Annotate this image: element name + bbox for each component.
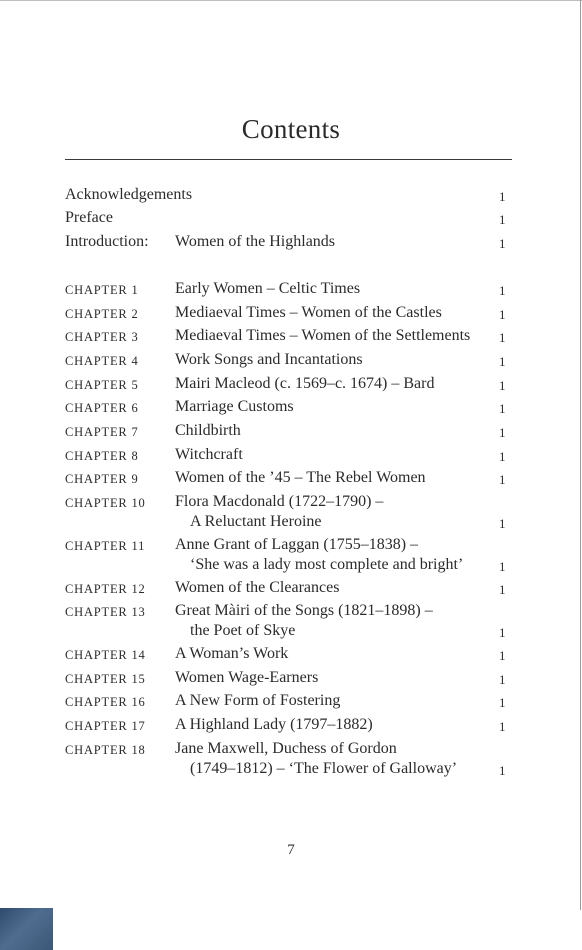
chapter-label: CHAPTER 7 [65,425,139,439]
chapter-title: Mairi Macleod (c. 1569–c. 1674) – Bard [175,375,435,392]
entry-page-number: 1 [499,516,506,531]
entry-page-number: 1 [499,378,506,393]
chapter-title: Work Songs and Incantations [175,351,363,368]
entry-page-number: 1 [499,648,506,663]
chapter-label: CHAPTER 13 [65,605,146,619]
entry-page-number: 1 [499,582,506,597]
entry-page-number: 1 [499,559,506,574]
cover-image-fragment [0,908,53,950]
chapter-label: CHAPTER 2 [65,307,139,321]
entry-label: Acknowledgements [65,186,193,203]
chapter-title: Early Women – Celtic Times [175,280,361,297]
entry-page-number: 1 [499,695,506,710]
entry-page-number: 1 [499,283,506,298]
chapter-label: CHAPTER 9 [65,472,139,486]
chapter-label: CHAPTER 4 [65,354,139,368]
chapter-title-continuation: A Reluctant Heroine [190,513,322,530]
chapter-label: CHAPTER 17 [65,719,146,733]
chapter-title: A Woman’s Work [175,645,289,662]
chapter-title: Flora Macdonald (1722–1790) – [175,493,384,510]
chapter-title: Mediaeval Times – Women of the Castles [175,304,442,321]
entry-page-number: 1 [499,472,506,487]
chapter-title: A New Form of Fostering [175,692,341,709]
entry-title: Women of the Highlands [175,233,336,250]
chapter-title-continuation: (1749–1812) – ‘The Flower of Galloway’ [190,760,458,777]
entry-page-number: 1 [499,189,506,204]
entry-label: Introduction: [65,233,149,250]
chapter-title-continuation: the Poet of Skye [190,622,296,639]
chapter-label: CHAPTER 14 [65,648,146,662]
page-title: Contents [241,114,341,144]
entry-page-number: 1 [499,719,506,734]
chapter-label: CHAPTER 8 [65,449,139,463]
chapter-label: CHAPTER 5 [65,378,139,392]
entry-page-number: 1 [499,672,506,687]
chapter-title-continuation: ‘She was a lady most complete and bright’ [190,556,464,573]
chapter-title: Anne Grant of Laggan (1755–1838) – [175,536,419,553]
entry-page-number: 1 [499,625,506,640]
chapter-label: CHAPTER 6 [65,401,139,415]
entry-page-number: 1 [499,425,506,440]
chapter-label: CHAPTER 3 [65,330,139,344]
chapter-label: CHAPTER 10 [65,496,146,510]
chapter-title: Mediaeval Times – Women of the Settlements [175,327,471,344]
chapter-title: Witchcraft [175,446,243,463]
chapter-title: Jane Maxwell, Duchess of Gordon [175,740,397,757]
chapter-label: CHAPTER 18 [65,743,146,757]
entry-page-number: 1 [499,354,506,369]
chapter-label: CHAPTER 16 [65,695,146,709]
chapter-title: Women of the Clearances [175,579,340,596]
chapter-label: CHAPTER 1 [65,283,139,297]
chapter-label: CHAPTER 15 [65,672,146,686]
chapter-title: Women Wage-Earners [175,669,319,686]
entry-page-number: 1 [499,330,506,345]
chapter-title: Marriage Customs [175,398,294,415]
chapter-title: Women of the ’45 – The Rebel Women [175,469,426,486]
chapter-title: Childbirth [175,422,241,439]
entry-page-number: 1 [499,763,506,778]
chapter-label: CHAPTER 12 [65,582,146,596]
entry-page-number: 1 [499,401,506,416]
chapter-label: CHAPTER 11 [65,539,146,553]
entry-page-number: 1 [499,449,506,464]
chapter-title: A Highland Lady (1797–1882) [175,716,373,733]
entry-page-number: 1 [499,236,506,251]
entry-page-number: 1 [499,307,506,322]
chapter-title: Great Màiri of the Songs (1821–1898) – [175,602,433,619]
entry-page-number: 1 [499,212,506,227]
page-number: 7 [287,842,295,858]
entry-label: Preface [65,209,113,226]
